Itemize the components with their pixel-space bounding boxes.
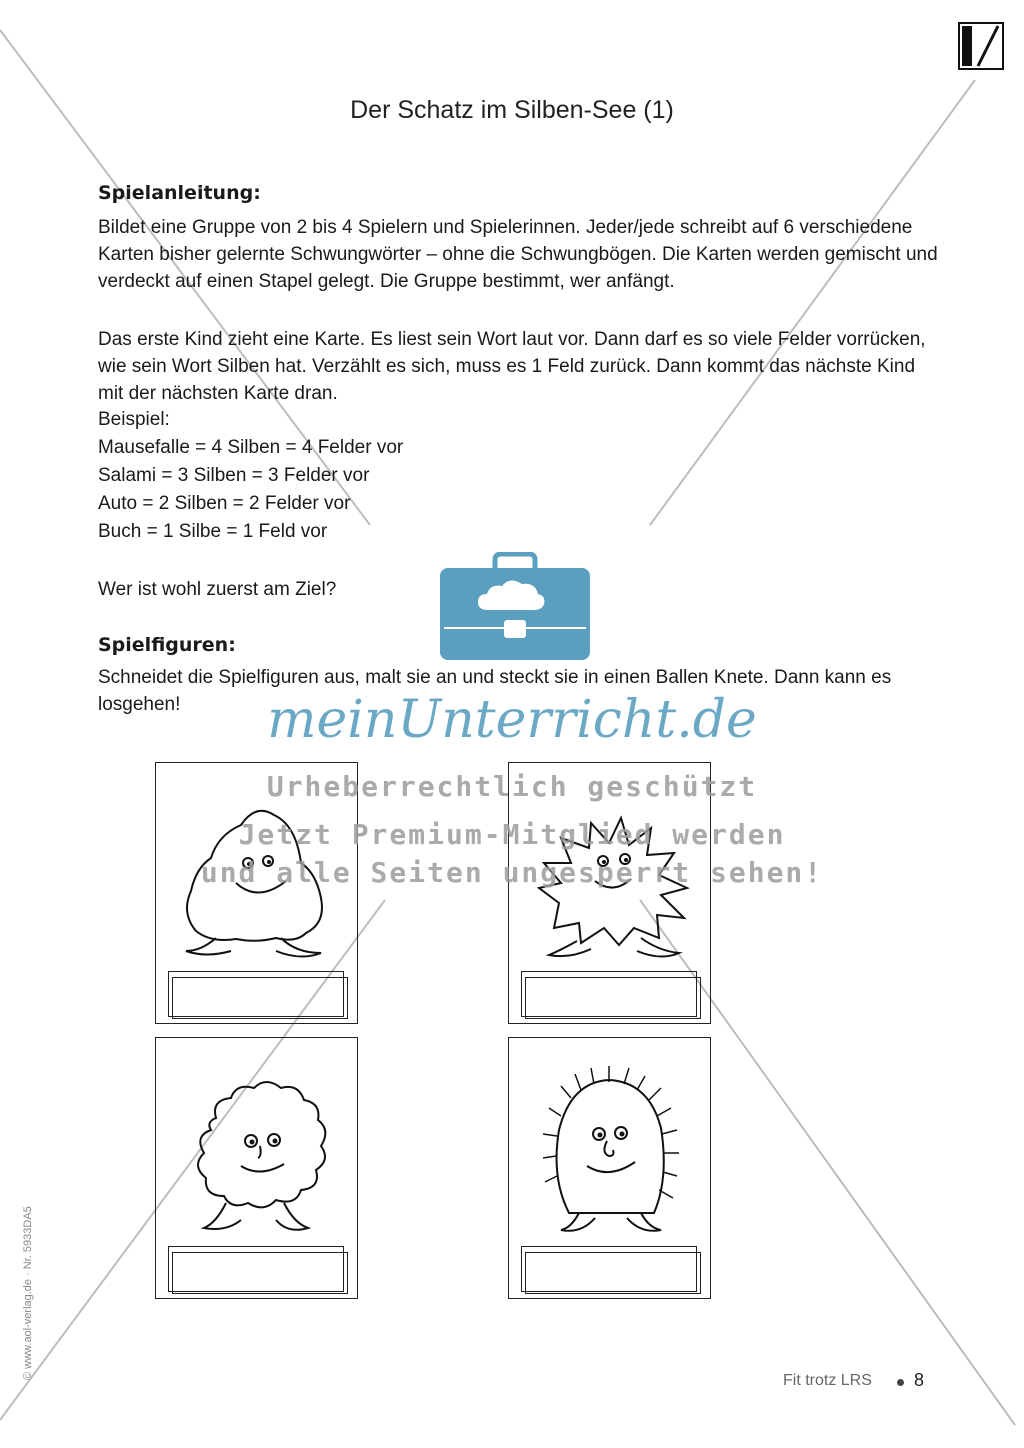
watermark-cta-1: Jetzt Premium-Mitglied werden <box>238 818 786 851</box>
example-line: Mausefalle = 4 Silben = 4 Felder vor <box>98 437 404 458</box>
monster-figure <box>509 1038 710 1243</box>
side-copyright: © www.aol-verlag.de · Nr. 5933DA5 <box>22 1206 34 1380</box>
example-line: Auto = 2 Silben = 2 Felder vor <box>98 493 351 514</box>
monster-figure <box>156 1038 357 1243</box>
page-title: Der Schatz im Silben-See (1) <box>350 96 674 124</box>
figure-card <box>155 1037 358 1299</box>
figures-heading: Spielfiguren: <box>98 634 236 656</box>
instructions-paragraph-1: Bildet eine Gruppe von 2 bis 4 Spielern und Spielerinnen. Jeder/jede schreibt auf 6 verschiedene Karten bisher gelernte Schwungwörter – ohne die Schwungbögen. Die Karten werden gemischt und verdeckt auf einen Stapel gelegt. Die Gruppe bestimmt, wer anfängt. <box>98 217 938 292</box>
example-label: Beispiel: <box>98 409 170 430</box>
name-box <box>172 977 348 1019</box>
name-box <box>525 1252 701 1294</box>
watermark-copyright: Urheberrechtlich geschützt <box>266 770 758 803</box>
briefcase-icon <box>440 552 590 667</box>
page-number: 8 <box>914 1370 925 1390</box>
figures-instructions: Schneidet die Spielfiguren aus, malt sie an und steckt sie in einen Ballen Knete. Dann kann es losgehen! <box>98 667 892 715</box>
watermark-brand: meinUnterricht.de <box>267 690 757 750</box>
question: Wer ist wohl zuerst am Ziel? <box>98 579 337 600</box>
figure-card <box>508 1037 711 1299</box>
example-line: Salami = 3 Silben = 3 Felder vor <box>98 465 370 486</box>
footer-book-title: Fit trotz LRS <box>783 1372 872 1389</box>
footer-bullet <box>897 1379 904 1386</box>
instructions-paragraph-2: Das erste Kind zieht eine Karte. Es liest sein Wort laut vor. Dann darf es so viele Felder vorrücken, wie sein Wort Silben hat. Verzählt es sich, muss es 1 Feld zurück. Dann kommt das nächste Kind mit der nächsten Karte dran. <box>98 329 926 404</box>
example-line: Buch = 1 Silbe = 1 Feld vor <box>98 521 328 542</box>
name-box <box>172 1252 348 1294</box>
instructions-heading: Spielanleitung: <box>98 182 261 204</box>
name-box <box>525 977 701 1019</box>
watermark-cta-2: und alle Seiten ungesperrt sehen! <box>200 856 824 889</box>
